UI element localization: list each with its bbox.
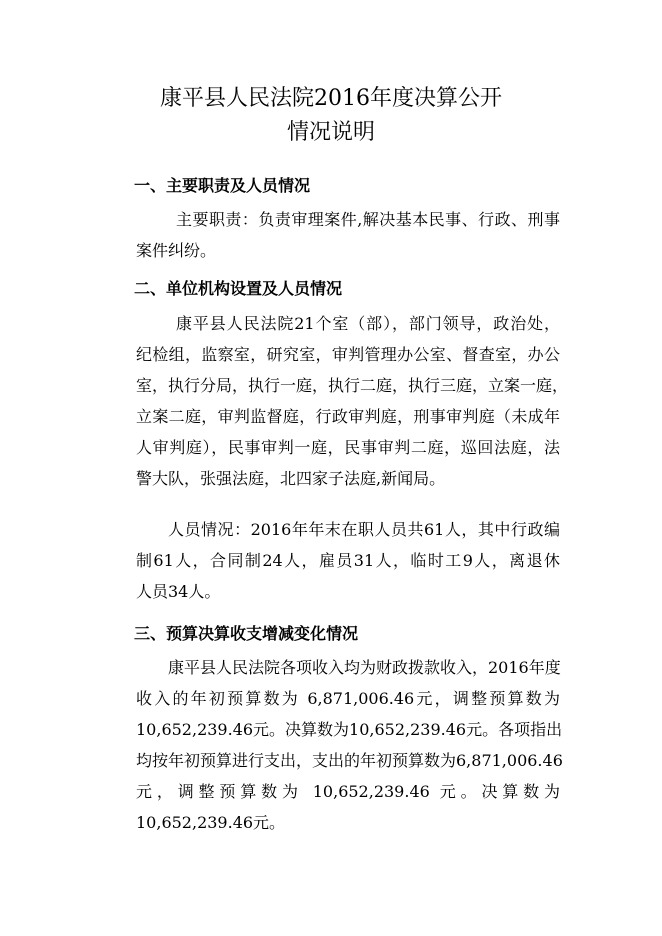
section-heading-1: 一、主要职责及人员情况	[134, 176, 311, 195]
paragraph-line: 康平县人民法院21个室（部），部门领导，政治处，	[176, 314, 560, 333]
paragraph-line: 元，调整预算数为 10,652,239.46 元。决算数为	[136, 782, 560, 801]
paragraph-line: 10,652,239.46元。决算数为10,652,239.46元。各项指出	[136, 720, 563, 739]
paragraph-line: 人审判庭），民事审判一庭，民事审判二庭，巡回法庭，法	[136, 438, 560, 457]
document-title-line2: 情况说明	[286, 120, 375, 145]
paragraph-line: 康平县人民法院各项收入均为财政拨款收入，2016年度	[168, 658, 561, 677]
paragraph-line: 人员情况：2016年年末在职人员共61人，其中行政编	[168, 520, 560, 539]
paragraph-line: 收入的年初预算数为 6,871,006.46元，调整预算数为	[136, 689, 560, 708]
paragraph-line: 制61人，合同制24人，雇员31人，临时工9人，离退休	[136, 551, 560, 570]
paragraph-line: 立案二庭，审判监督庭，行政审判庭，刑事审判庭（未成年	[136, 407, 560, 426]
paragraph-line: 10,652,239.46元。	[136, 813, 286, 832]
section-2-paragraph-2	[104, 514, 560, 607]
document-title-line1: 康平县人民法院2016年度决算公开	[160, 86, 502, 111]
paragraph-line: 人员34人。	[136, 582, 221, 601]
paragraph-line: 案件纠纷。	[136, 241, 217, 260]
section-3-paragraph-1	[104, 652, 563, 838]
paragraph-line: 警大队，张强法庭，北四家子法庭,新闻局。	[136, 469, 446, 488]
section-2-paragraph-1	[104, 308, 569, 494]
paragraph-line: 主要职责：负责审理案件,解决基本民事、行政、刑事	[176, 210, 560, 229]
section-heading-2: 二、单位机构设置及人员情况	[134, 279, 343, 298]
section-1-paragraph-1	[104, 204, 560, 266]
section-heading-3: 三、预算决算收支增减变化情况	[134, 624, 359, 643]
paragraph-line: 均按年初预算进行支出，支出的年初预算数为6,871,006.46	[136, 751, 563, 770]
paragraph-line: 室，执行分局，执行一庭，执行二庭，执行三庭，立案一庭，	[136, 376, 569, 395]
paragraph-line: 纪检组，监察室，研究室，审判管理办公室、督查室，办公	[136, 345, 560, 364]
